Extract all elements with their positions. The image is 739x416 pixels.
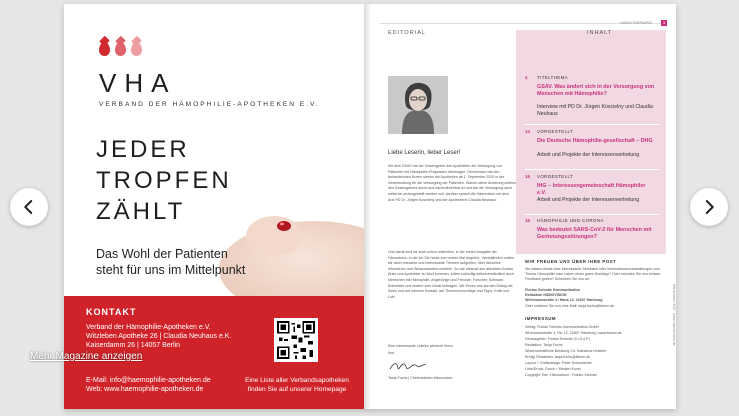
impressum-line: Erfolg! Redaktion: tanja.fuchs@fskom.de xyxy=(525,355,591,359)
editorial-signature: Tanja Fuchs | Chefredaktion Hämovision xyxy=(388,376,453,380)
toc-title-link[interactable]: Die Deutsche Hämophilie-gesellschaft – DHG xyxy=(537,138,653,144)
impressum-line: Redaktion: Tanja Fuchs xyxy=(525,343,563,347)
toc-category: VORGESTELLT xyxy=(537,174,574,179)
impressum-heading: IMPRESSUM xyxy=(525,316,557,321)
post-heading: WIR FREUEN UNS ÜBER IHRE POST xyxy=(525,259,617,264)
headline: JEDER TROPFEN ZÄHLT xyxy=(96,136,232,225)
section-editorial: EDITORIAL xyxy=(388,30,426,36)
contact-line: Verband der Hämophilie-Apotheken e.V. xyxy=(86,324,211,331)
post-address: Wichmannstraße 4 / Haus 12, 22607 Hamburg xyxy=(525,298,603,302)
qr-caption: Eine Liste aller Verbandsapotheken finden Sie auf unserer Homepage xyxy=(245,377,349,393)
impressum-line: Herausgeber: Florian Schmitz (V.i.S.d.P.) xyxy=(525,337,591,341)
impressum-line: Verlag: Florian Schmitz Kommunikation GmbH xyxy=(525,325,600,329)
chevron-right-icon xyxy=(700,198,718,216)
editorial-paragraph: Eine interessante Lektüre wünscht Ihnen xyxy=(388,344,453,348)
contact-title: KONTAKT xyxy=(86,307,137,317)
right-page xyxy=(370,4,676,409)
header-tag: HÄMOTHERAPIE xyxy=(620,20,653,25)
tagline: Das Wohl der Patienten steht für uns im Mittelpunkt xyxy=(96,247,246,277)
more-magazines-link[interactable]: Mehr Magazine anzeigen xyxy=(30,351,143,362)
toc-subtitle: Arbeit und Projekte der Interessenvertretung xyxy=(537,197,640,203)
chevron-left-icon xyxy=(20,198,38,216)
signature-icon xyxy=(388,360,428,372)
editorial-paragraph: Ihre xyxy=(388,351,395,355)
contact-email: E-Mail: info@haemophilie-apotheken.de xyxy=(86,377,211,384)
post-address: Florian Schmitz Kommunikation xyxy=(525,288,580,292)
post-address: Redaktion HÄMOVISION xyxy=(525,293,567,297)
logo-subtitle: VERBAND DER HÄMOPHILIE-APOTHEKEN E.V. xyxy=(99,101,320,108)
impressum-line: Copyright Titel „Hämovision“: Frauke Schmitz xyxy=(525,373,598,377)
left-page xyxy=(64,4,366,409)
magazine-spread[interactable] xyxy=(64,4,676,409)
impressum-line: Layout + Grafikdesign: Peter Schumacher xyxy=(525,361,592,365)
previous-page-button[interactable] xyxy=(10,188,48,226)
toc-page-number: 16 xyxy=(525,218,530,223)
toc-title-link[interactable]: Was bedeutet SARS-CoV-2 für Menschen mit Gerinnungsstörungen? xyxy=(537,227,652,240)
toc-subtitle: Interview mit PD Dr. Jürgen Koscielny und Claudia Neuhaus xyxy=(537,104,653,117)
toc-category: TITELTHEMA xyxy=(537,75,568,80)
toc-page-number: 14 xyxy=(525,129,530,134)
toc-divider xyxy=(525,169,659,170)
impressum-line: Lithe/Druck: Druck + Medien Kunst xyxy=(525,367,581,371)
post-text: Sie wissen etwas über interessante Seminare oder Informationsveranstaltungen zum Thema Hämophilie oder haben einen guten Buchtipp? Oder möchten Sie uns einfach Feedback geben? Schreiben Sie uns an: xyxy=(525,267,661,282)
next-page-button[interactable] xyxy=(690,188,728,226)
page-number: 3 xyxy=(662,20,666,25)
logo-text: VHA xyxy=(99,68,177,98)
contact-line: Kaiserdamm 26 | 14057 Berlin xyxy=(86,342,181,349)
blood-drops-logo-icon xyxy=(99,42,142,56)
post-email: Oder schicken Sie uns eine Mail: tanja.fuchs@fskom.de xyxy=(525,304,614,308)
toc-divider xyxy=(525,214,659,215)
qr-code-icon xyxy=(274,318,318,362)
section-contents: INHALT xyxy=(587,30,613,36)
toc-page-number: 4 xyxy=(525,75,528,80)
toc-category: VORGESTELLT xyxy=(537,129,574,134)
toc-subtitle: Arbeit und Projekte der Interessenvertretung xyxy=(537,152,640,158)
editorial-paragraph: Mit dem GSAV hat der Gesetzgeber den Apotheken die Versorgung von Patienten mit Hämophilie-Präparaten übertragen. Gemeinsam mit den behandelnden Ärzten stehen die Apotheken ab 1. September 2020 in der Verantwortung für die Versorgung der Patienten. Warum diese Änderung seitens des Gesetzgebers durch-aus nachvollziehbar ist und wie die Versorgung auch weiterhin sichergestellt werden soll, darüber sprach die Hämovision mit dem Arzt PD Dr. Jürgen Koscielny und der Apothekerin Claudia Neuhaus. xyxy=(388,164,516,202)
impressum-line: Wichmannstraße 4, Ha. 12, 22607 Hamburg | www.fskom.de xyxy=(525,331,622,335)
contact-web: Web: www.haemophilie-apotheken.de xyxy=(86,386,204,393)
toc-page-number: 15 xyxy=(525,174,530,179)
toc-divider xyxy=(525,124,659,125)
vertical-note: Hämovision 3/20 · www.haemovision.de xyxy=(672,284,676,347)
editor-portrait xyxy=(388,76,448,134)
editorial-greeting: Liebe Leserin, lieber Leser! xyxy=(388,150,461,156)
toc-title-link[interactable]: IHG – Interessengemeinschaft Hämophiler e.V. xyxy=(537,183,646,196)
impressum-line: Wissenschaftliche Beratung: Dr. Katharina Holstein xyxy=(525,349,607,353)
toc-title-link[interactable]: GSAV. Was ändert sich in der Versorgung von Menschen mit Hämophilie? xyxy=(537,84,655,97)
editorial-paragraph: Und damit sind wir auch schon mittendrin, in der ersten Ausgabe der Hämovision, in der ich Sie heute zum ersten Mal begrüße. Vierteljährlich wollen wir darin relevante und interessante Themen aufgreifen, über Aktuelles informieren und Wissenswertes erklären. So wie diesmal aus aktuellem Anlass Ärzte und Apotheker zu Wort kommen, sollen zukünftig selbstverständlich auch Menschen mit Hämophilie, Angehörige und Freunde, Forscher, Software-Entwickler und andere zum Inhalt beitragen. Wir freuen uns auf den Dialog mit Ihnen und auf unseren Kontakt, auf Themenvorschläge und Tipps, Kritik und Lob! xyxy=(388,250,515,299)
contact-line: Witzleben Apotheke 26 | Claudia Neuhaus e.K. xyxy=(86,333,232,340)
toc-category: HÄMOPHILIE UND CORONA xyxy=(537,218,604,223)
